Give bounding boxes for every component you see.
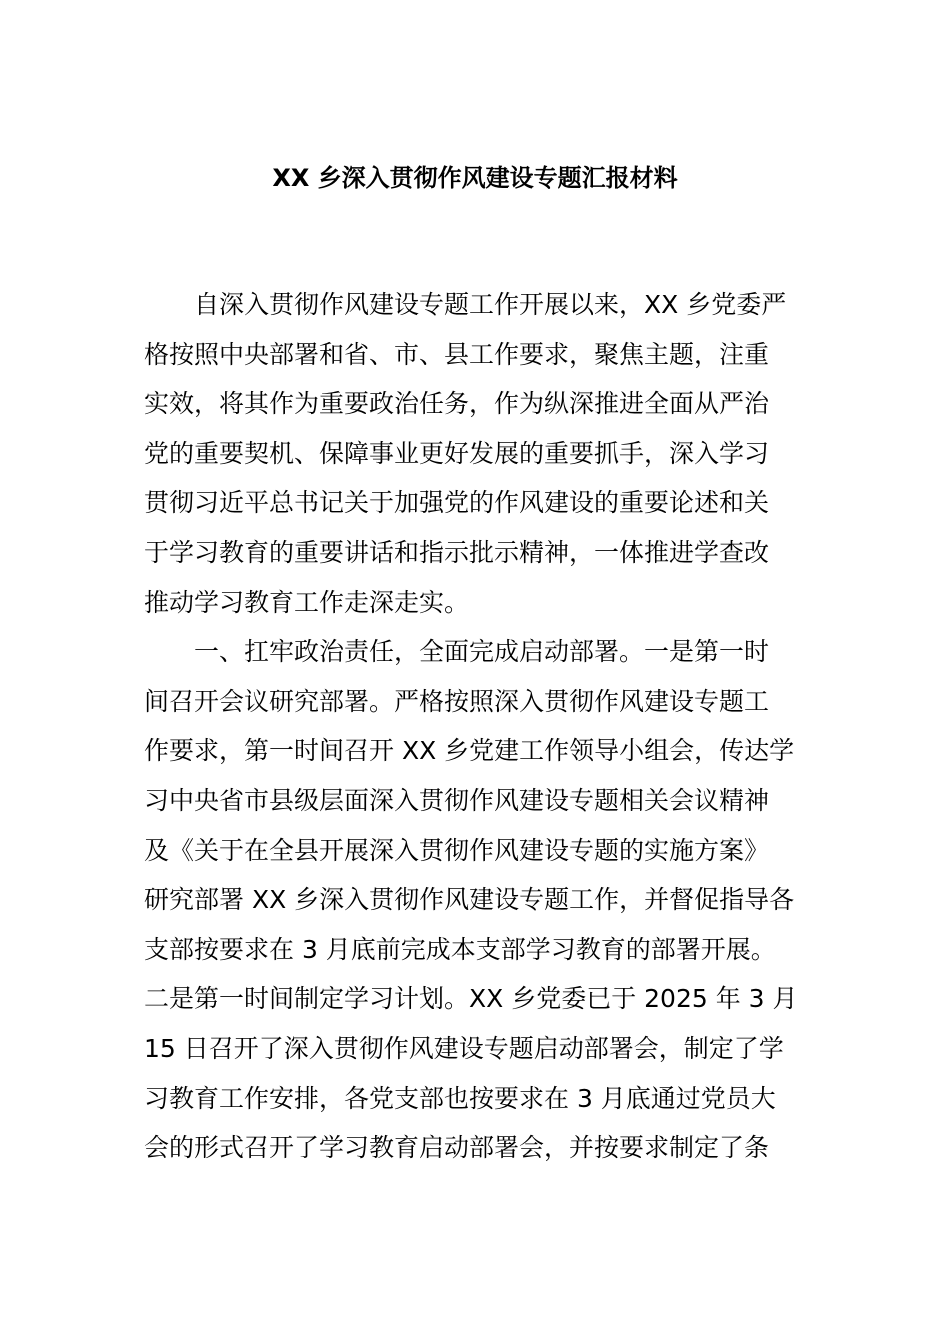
paragraph-line: 二是第一时间制定学习计划。XX 乡党委已于 2025 年 3 月 [144,984,798,1014]
paragraph-line: 15 日召开了深入贯彻作风建设专题启动部署会，制定了学 [144,1033,784,1063]
paragraph-line: 会的形式召开了学习教育启动部署会，并按要求制定了条 [144,1133,770,1163]
document-body [144,280,808,1173]
paragraph-line: 间召开会议研究部署。严格按照深入贯彻作风建设专题工 [144,686,770,716]
paragraph-line: 作要求，第一时间召开 XX 乡党建工作领导小组会，传达学 [144,736,795,766]
document-title: XX 乡深入贯彻作风建设专题汇报材料 [272,164,678,192]
paragraph-line: 格按照中央部署和省、市、县工作要求，聚焦主题，注重 [144,339,770,369]
paragraph-line: 实效，将其作为重要政治任务，作为纵深推进全面从严治 [144,389,770,419]
paragraph-line: 党的重要契机、保障事业更好发展的重要抓手，深入学习 [144,438,770,468]
paragraph-line: 于学习教育的重要讲话和指示批示精神，一体推进学查改 [144,537,770,567]
paragraph-line: 支部按要求在 3 月底前完成本支部学习教育的部署开展。 [144,934,776,964]
paragraph-line: 研究部署 XX 乡深入贯彻作风建设专题工作，并督促指导各 [144,885,795,915]
paragraph-line: 习中央省市县级层面深入贯彻作风建设专题相关会议精神 [144,785,770,815]
paragraph-line: 一、扛牢政治责任，全面完成启动部署。一是第一时 [194,637,770,667]
paragraph-line: 及《关于在全县开展深入贯彻作风建设专题的实施方案》 [144,835,770,865]
paragraph-line: 贯彻习近平总书记关于加强党的作风建设的重要论述和关 [144,488,770,518]
paragraph-line: 自深入贯彻作风建设专题工作开展以来，XX 乡党委严 [194,290,787,319]
paragraph-line: 推动学习教育工作走深走实。 [144,587,470,617]
paragraph-line: 习教育工作安排，各党支部也按要求在 3 月底通过党员大 [144,1083,776,1113]
